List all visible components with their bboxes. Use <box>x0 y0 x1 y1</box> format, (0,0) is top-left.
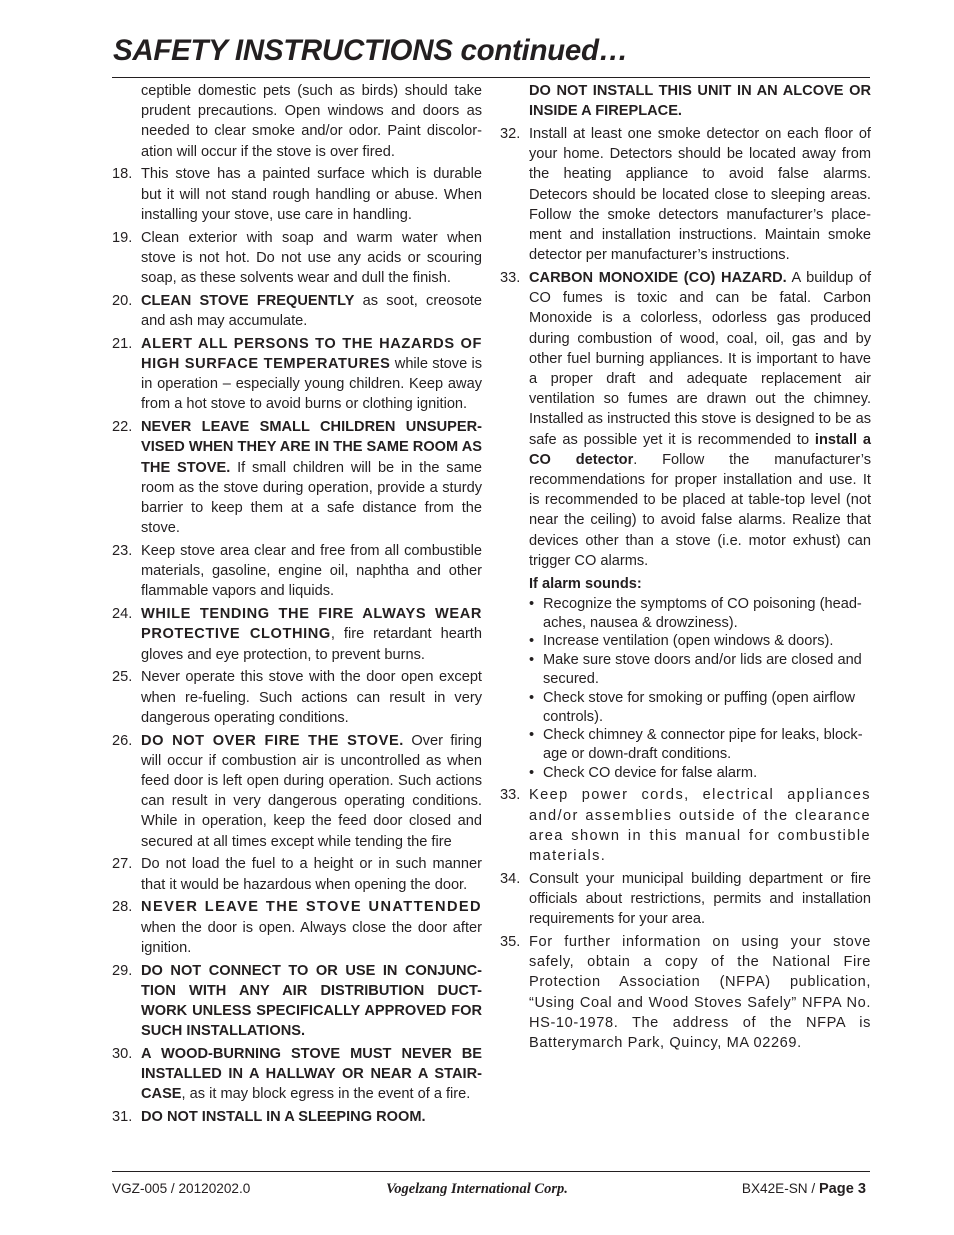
item-body: A buildup of CO fumes is toxic and can be fatal. Carbon Monoxide is a colorless, odorless gas produced during combustion of wood, coal, oil, gas and by other fuel burning appliances. It is important to have a proper draft and adequate replacement air ventilation so fumes are drawn out the chimney. Installed as instructed this stove is designed to be as safe as possible yet it is recommended to <box>529 270 872 448</box>
item-body: , as it may block egress in the event of a fire. <box>181 1086 471 1103</box>
company-name: Vogelzang International Corp. <box>386 1181 568 1197</box>
item-text <box>141 417 482 538</box>
item-emphasis: DO NOT OVER FIRE THE STOVE. <box>141 732 404 749</box>
item-emphasis: WHILE TENDING THE FIRE ALWAYS WEAR PROTECTIVE CLOTHING <box>141 606 482 643</box>
instruction-item-32 <box>500 124 871 265</box>
instruction-item-24 <box>112 604 482 665</box>
bullet-item <box>529 595 871 633</box>
instruction-item-25 <box>112 667 482 728</box>
bullet-text: Increase ventilation (open windows & doors). <box>543 633 834 650</box>
item-text: Keep stove area clear and free from all combustible materials, gasoline, engine oil, naphtha and other flammable vapors and liquids. <box>141 543 482 600</box>
bullet-icon: • <box>529 595 535 612</box>
item-text <box>141 1107 482 1127</box>
instruction-item-26 <box>112 731 482 852</box>
instruction-item-30 <box>112 1044 482 1105</box>
bullet-icon: • <box>529 765 535 782</box>
co-detector-emphasis: install a CO detector <box>529 431 871 468</box>
item-text <box>529 268 871 571</box>
bullet-item <box>529 632 871 651</box>
item-number: 33. <box>500 787 521 804</box>
bullet-item <box>529 689 871 727</box>
item-body: If small children will be in the same room as the stove during operation, provide a sturdy barrier to keep them at a safe distance from the stove. <box>141 459 482 537</box>
item-number: 30. <box>112 1046 133 1063</box>
item-number: 31. <box>112 1109 133 1126</box>
instruction-item-29 <box>112 961 482 1042</box>
instruction-item-33-co-hazard <box>500 268 871 571</box>
item-body: as soot, creosote and ash may accumulate. <box>141 292 482 330</box>
alarm-bullet-list <box>529 595 871 783</box>
alarm-heading: If alarm sounds: <box>529 575 642 592</box>
instruction-item-27 <box>112 854 482 894</box>
instruction-item-28 <box>112 897 482 958</box>
item-number: 24. <box>112 606 133 623</box>
item-number: 26. <box>112 732 133 749</box>
item-number: 29. <box>112 962 133 979</box>
left-column <box>112 81 482 1130</box>
bullet-text: Check chimney & connector pipe for leaks, block-age or down-draft conditions. <box>543 727 863 763</box>
instruction-item-35 <box>500 932 871 1053</box>
item-text <box>141 604 482 665</box>
item-number: 21. <box>112 335 133 352</box>
instruction-item-34 <box>500 869 871 930</box>
item-emphasis: DO NOT INSTALL IN A SLEEPING ROOM. <box>141 1109 426 1126</box>
item-text <box>141 731 482 852</box>
item-emphasis: CARBON MONOXIDE (CO) HAZARD. <box>529 270 787 287</box>
item-text: This stove has a painted surface which is durable but it will not stand rough handling or abuse. When installing your stove, use care in handling. <box>141 166 482 223</box>
item-text: For further information on using your stove safely, obtain a copy of the National Fire Protection Association (NFPA) publication, “Using Coal and Wood Stoves Safely” NFPA No. HS-10-1978. The address of the NFPA is Batterymarch Park, Quincy, MA 02269. <box>529 934 871 1052</box>
item-number: 35. <box>500 934 521 951</box>
item-text: Keep power cords, electrical appliances and/or assemblies outside of the clearance area shown in this manual for combustible materials. <box>529 787 871 865</box>
instruction-item-22 <box>112 417 482 538</box>
item-number: 20. <box>112 292 133 309</box>
item-number: 32. <box>500 126 521 142</box>
item-text: Consult your municipal building department or fire officials about restrictions, permits and installation requirements for your area. <box>529 870 871 928</box>
bullet-icon: • <box>529 689 535 706</box>
instruction-item-23 <box>112 541 482 602</box>
item-text: Do not load the fuel to a height or in such manner that it would be hazardous when opening the door. <box>141 856 482 893</box>
item-number: 34. <box>500 870 521 887</box>
item-body-cont: . Follow the manufacturer’s recommendations for proper installation and use. It is recommended to be placed at table-top level (not near the ceiling) to avoid false alarms. Realize that devices other than a stove (i.e. motor exhust) can trigger CO alarms. <box>529 451 871 569</box>
item-emphasis: CLEAN STOVE FREQUENTLY <box>141 292 355 309</box>
item-text <box>141 291 482 331</box>
item-number: 25. <box>112 669 133 686</box>
bullet-item <box>529 651 871 689</box>
item-body: when the door is open. Always close the door after ignition. <box>141 919 482 956</box>
right-column <box>500 81 871 1056</box>
item-body: Over firing will occur if combustion air is uncontrolled as when feed door is left open during operation. Such actions can result in very dangerous operating conditions. While in operation, keep the feed door closed and secured at all times except while tending the fire <box>141 732 482 850</box>
bullet-icon: • <box>529 633 535 650</box>
item-emphasis: NEVER LEAVE THE STOVE UNATTENDED <box>141 899 482 916</box>
item-number: 28. <box>112 899 133 916</box>
bullet-icon: • <box>529 652 535 669</box>
footer-rule <box>112 1171 870 1172</box>
item-text: Install at least one smoke detector on each floor of your home. Detectors should be located away from the heating appliance to avoid false alarms. Detecors should be located close to sleeping areas. Follow the smoke detectors manufacturer’s place-ment and installation instructions. Maintain smoke detector per manufacturer’s instructions. <box>529 126 871 264</box>
item-text <box>141 1044 482 1105</box>
item-number: 27. <box>112 856 133 873</box>
item-number: 22. <box>112 419 133 436</box>
item-text <box>141 334 482 415</box>
item-text <box>141 961 482 1042</box>
item-emphasis: DO NOT CONNECT TO OR USE IN CONJUNC-TION WITH ANY AIR DISTRIBUTION DUCT-WORK UNLESS SPECIFICALLY APPROVED FOR SUCH INSTALLATIONS. <box>141 962 482 1040</box>
item-number: 18. <box>112 166 133 183</box>
bullet-text: Recognize the symptoms of CO poisoning (head-aches, nausea & drowziness). <box>543 595 862 631</box>
instruction-item-20 <box>112 291 482 331</box>
model-number: BX42E-SN / <box>741 1181 819 1196</box>
bullet-text: Check stove for smoking or puffing (open airflow controls). <box>543 689 856 725</box>
instruction-item-33-power-cords <box>500 785 871 866</box>
bullet-text: Check CO device for false alarm. <box>543 765 758 782</box>
continued-paragraph: ceptible domestic pets (such as birds) should take prudent precautions. Open windows and doors as needed to clear smoke and/or odor. Paint discolor-ation will occur if the stove is over fired. <box>141 83 482 160</box>
page-number: Page 3 <box>818 1181 866 1197</box>
page-title: SAFETY INSTRUCTIONS continued… <box>113 34 628 67</box>
instruction-item-21 <box>112 334 482 415</box>
document-code: VGZ-005 / 20120202.0 <box>112 1181 251 1196</box>
bullet-text: Make sure stove doors and/or lids are closed and secured. <box>543 652 862 688</box>
bullet-item <box>529 764 871 783</box>
item-text: Never operate this stove with the door open except when re-fueling. Such actions can result in very dangerous operating conditions. <box>141 669 482 726</box>
item-number: 33. <box>500 270 521 287</box>
instruction-item-19 <box>112 228 482 289</box>
bullet-icon: • <box>529 727 535 744</box>
page-info <box>742 1181 866 1197</box>
item-number: 19. <box>112 229 133 246</box>
item-body: , fire retardant hearth gloves and eye protection, to prevent burns. <box>141 626 482 663</box>
instruction-item-18 <box>112 164 482 225</box>
instruction-item-31 <box>112 1107 482 1127</box>
item-emphasis: ALERT ALL PERSONS TO THE HAZARDS OF HIGH SURFACE TEMPERATURES <box>141 335 482 373</box>
bullet-item <box>529 726 871 764</box>
item-body: while stove is in operation – especially young children. Keep away from a hot stove to avoid burns or clothing ignition. <box>141 356 482 413</box>
alcove-warning: DO NOT INSTALL THIS UNIT IN AN ALCOVE OR INSIDE A FIREPLACE. <box>529 83 871 120</box>
item-emphasis: A WOOD-BURNING STOVE MUST NEVER BE INSTALLED IN A HALLWAY OR NEAR A STAIR-CASE <box>141 1046 482 1103</box>
item-text <box>141 897 482 958</box>
item-number: 23. <box>112 543 133 560</box>
item-text: Clean exterior with soap and warm water when stove is not hot. Do not use any acids or scouring soap, as these solvents wear and dull the finish. <box>141 229 482 287</box>
item-emphasis: NEVER LEAVE SMALL CHILDREN UNSUPER-VISED WHEN THEY ARE IN THE SAME ROOM AS THE STOVE. <box>141 419 482 476</box>
header-rule <box>112 77 870 78</box>
